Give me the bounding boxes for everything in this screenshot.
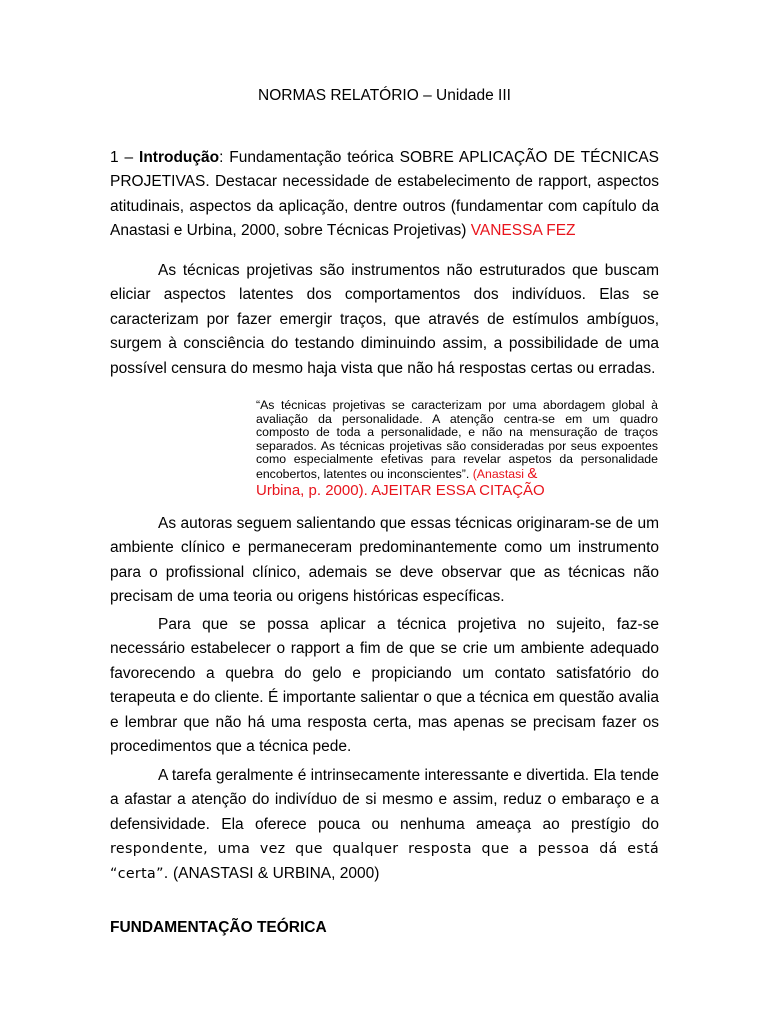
- quote-citation-ampersand: &: [527, 464, 538, 482]
- body-paragraph-1: As técnicas projetivas são instrumentos não estruturados que buscam eliciar aspectos latentes dos comportamentos dos indivíduos. Elas se caracterizam por fazer emergir traços, que através de estímulos ambíguos, surgem à consciência do testando diminuindo assim, a possibilidade de uma possível censura do mesmo haja vista que não há respostas certas ou erradas.: [110, 262, 659, 377]
- block-quote: [256, 399, 658, 500]
- section-heading: FUNDAMENTAÇÃO TEÓRICA: [110, 919, 327, 936]
- intro-heading: Introdução: [139, 149, 220, 166]
- body-paragraph-2: As autoras seguem salientando que essas técnicas originaram-se de um ambiente clínico e permaneceram predominantemente como um instrumento para o profissional clínico, ademais se deve observar que as técnicas não precisam de uma teoria ou origens históricas específicas.: [110, 515, 659, 606]
- intro-paragraph: [110, 146, 659, 244]
- intro-text: : Fundamentação teórica SOBRE APLICAÇÃO DE TÉCNICAS PROJETIVAS. Destacar necessidade de estabelecimento de rapport, aspectos atitudinais, aspectos da aplicação, dentre outros (fundamentar com capítulo da Anastasi e Urbina, 2000, sobre Técnicas Projetivas): [110, 149, 659, 240]
- paragraph-4-text: A tarefa geralmente é intrinsecamente interessante e divertida. Ela tende a afastar a atenção do indivíduo de si mesmo e assim, reduz o embaraço e a defensividade. Ela oferece pouca ou nenhuma ameaça ao prestígio do: [110, 767, 659, 833]
- quote-citation-start: (Anastasi: [472, 466, 528, 481]
- intro-number: 1 –: [110, 149, 140, 166]
- intro-annotation: VANESSA FEZ: [470, 222, 576, 240]
- page-title: NORMAS RELATÓRIO – Unidade III: [258, 87, 511, 104]
- body-paragraph-3: Para que se possa aplicar a técnica projetiva no sujeito, faz-se necessário estabelecer o rapport a fim de que se crie um ambiente adequado favorecendo a quebra do gelo e propiciando um contato satisfatório do terapeuta e do cliente. É importante salientar o que a técnica em questão avalia e lembrar que não há uma resposta certa, mas apenas se precisam fazer os procedimentos que a técnica pede.: [110, 616, 659, 756]
- paragraph-4-reference: (ANASTASI & URBINA, 2000): [168, 864, 380, 882]
- body-paragraph-4: [110, 764, 659, 886]
- quote-text: “As técnicas projetivas se caracterizam por uma abordagem global à avaliação da personalidade. A atenção centra-se em um quadro composto de toda a personalidade, e não na mensuração de traços separados. As técnicas projetivas são consideradas por seus expoentes como especialmente efetivas para revelar aspetos da personalidade encobertos, latentes ou inconscientes”.: [256, 398, 658, 481]
- quote-citation-end: Urbina, p. 2000). AJEITAR ESSA CITAÇÃO: [256, 482, 545, 499]
- paragraph-4-alt-font-text: respondente, uma vez que qualquer resposta que a pessoa dá está “certa”.: [110, 841, 659, 882]
